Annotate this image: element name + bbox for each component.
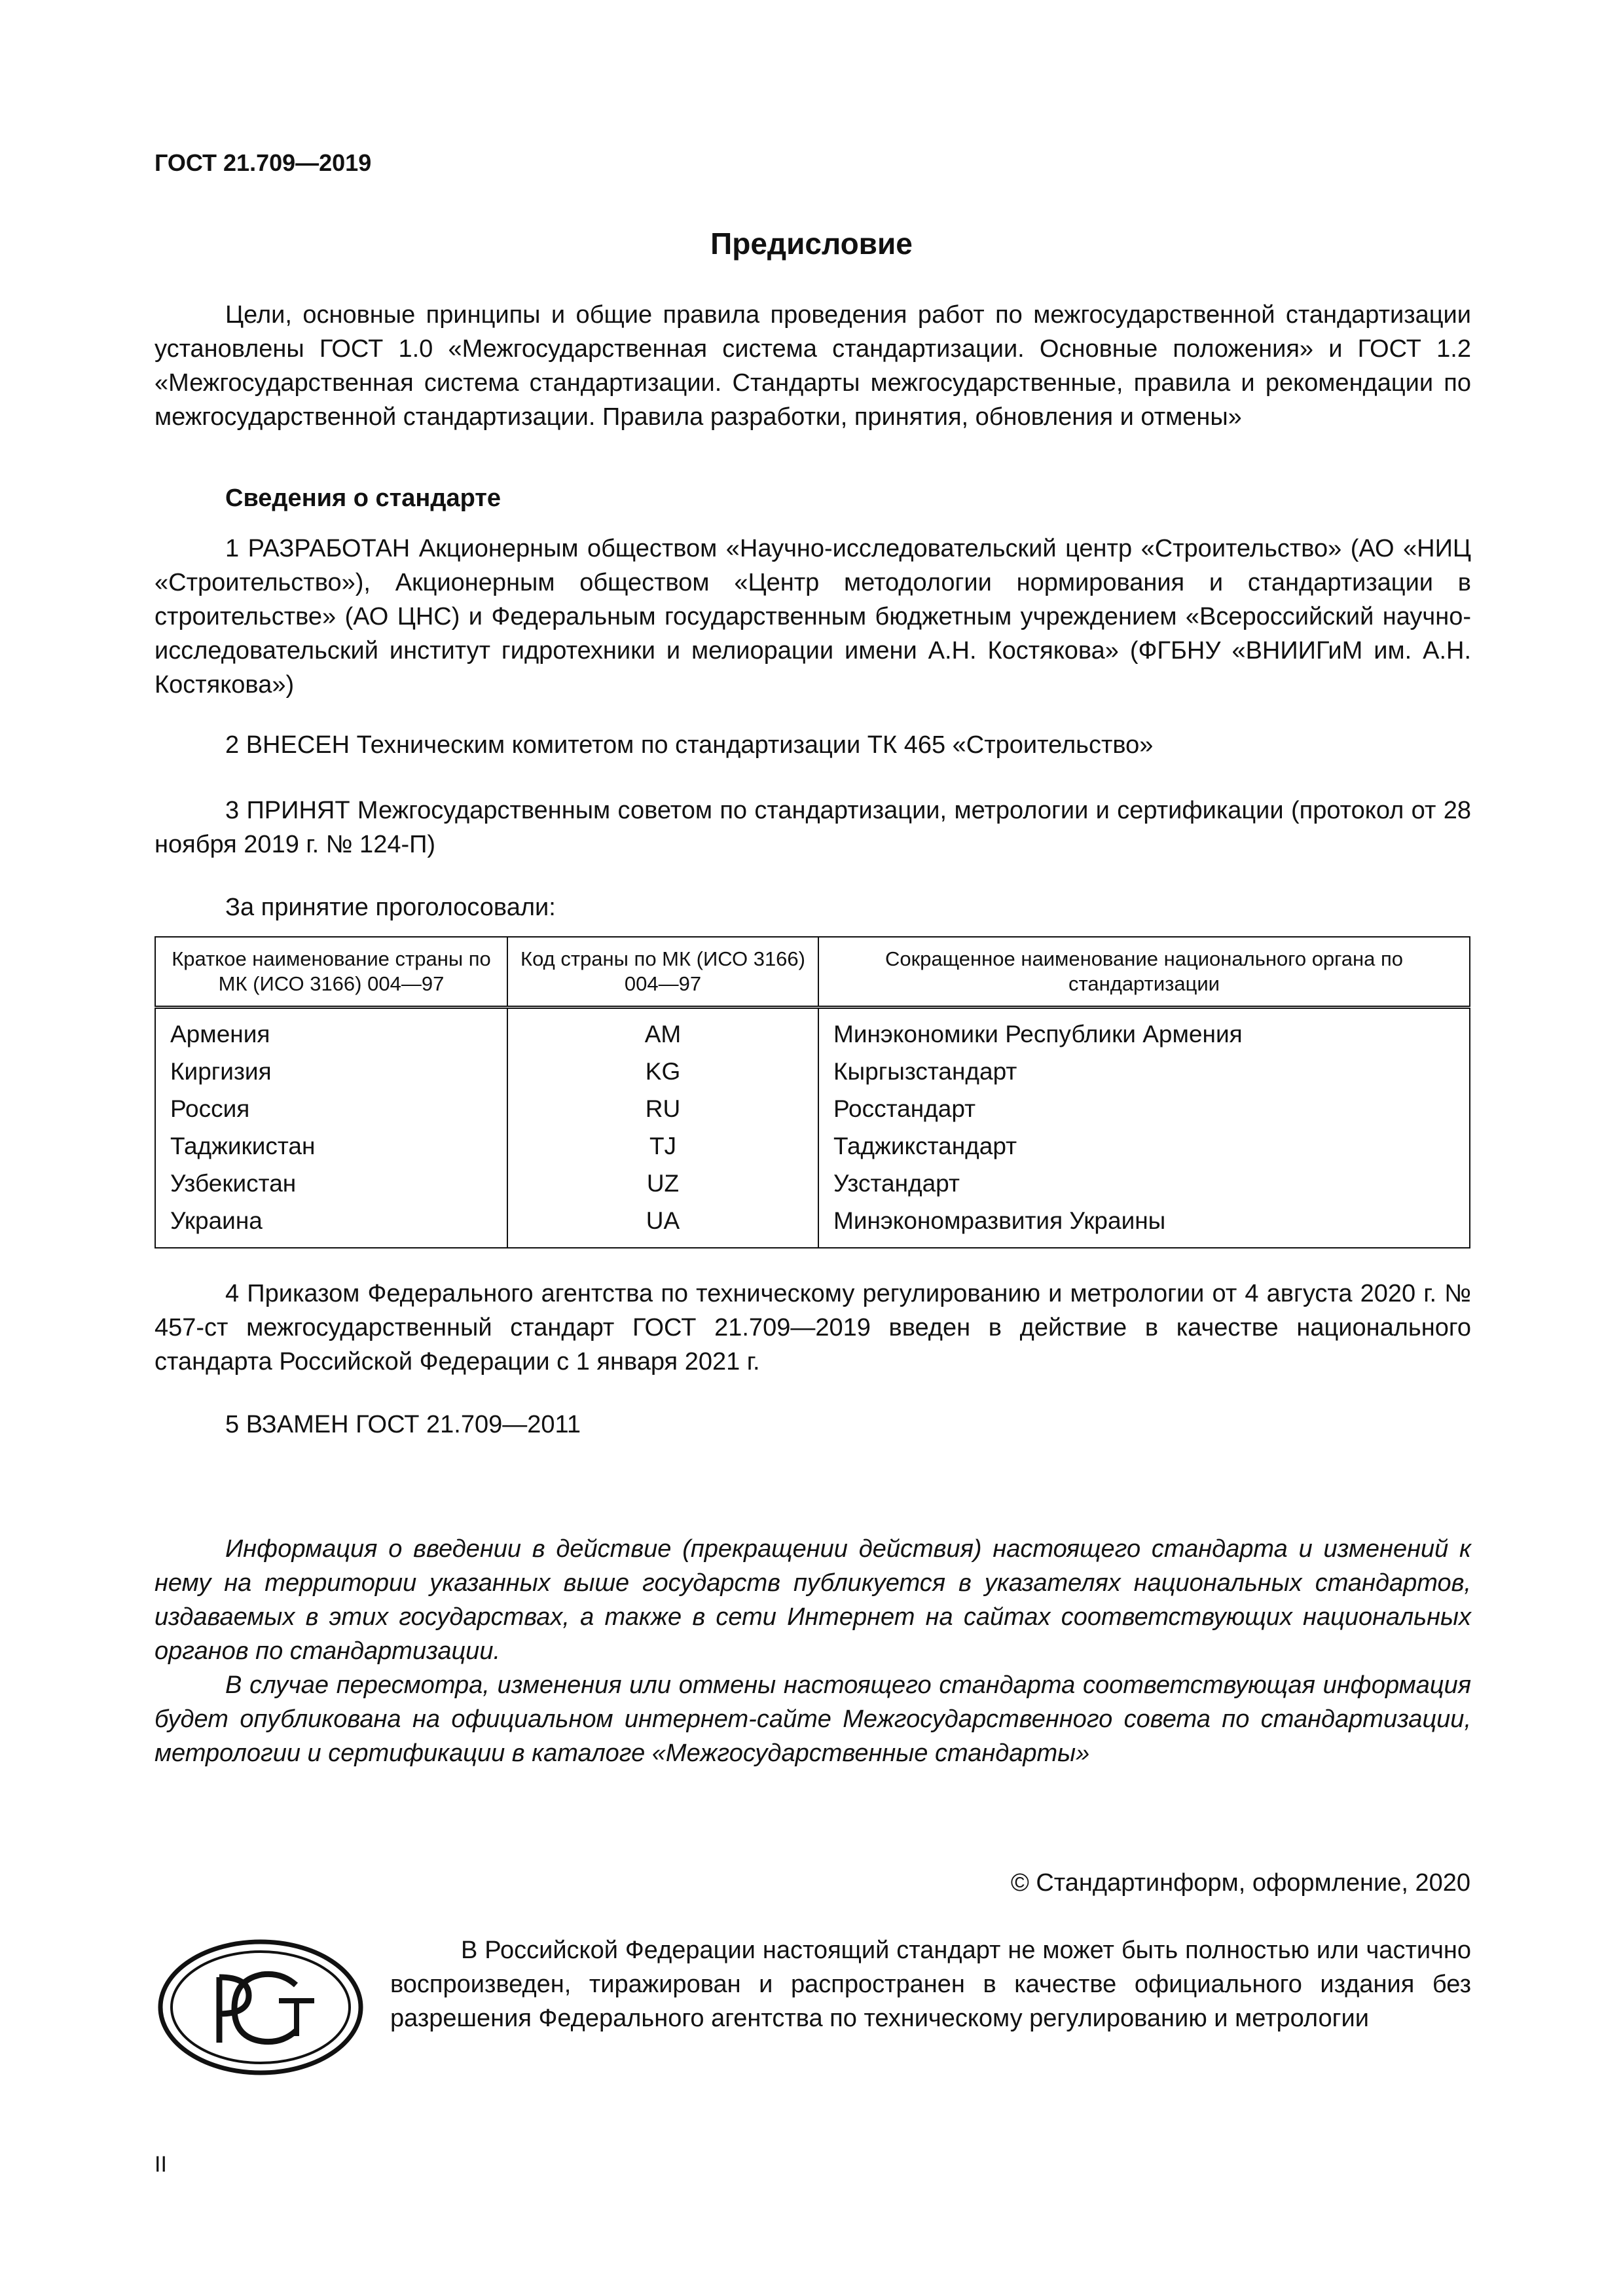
standards-body: Минэкономики Республики Армения — [818, 1008, 1470, 1053]
item-replaces: 5 ВЗАМЕН ГОСТ 21.709—2011 — [225, 1411, 581, 1438]
country-name: Таджикистан — [155, 1127, 507, 1165]
column-header-country: Краткое наименование страны по МК (ИСО 3166) 004—97 — [155, 937, 507, 1008]
copyright-notice: © Стандартинформ, оформление, 2020 — [1010, 1869, 1470, 1897]
country-code: AM — [507, 1008, 818, 1053]
voted-label: За принятие проголосовали: — [225, 894, 556, 921]
page-title: Предисловие — [710, 227, 913, 261]
rst-certification-mark-icon — [157, 1938, 364, 2077]
notice-paragraph-1: Информация о введении в действие (прекращении действия) настоящего стандарта и изменений к нему на территории указанных выше государств публикуется в указателях национальных стандартов, издаваемых в этих государствах, а также в сети Интернет на сайтах соответствующих национальных органов по стандартизации. — [155, 1535, 1471, 1665]
rights-notice: В Российской Федерации настоящий стандарт не может быть полностью или частично воспроизведен, тиражирован и распространен в качестве официального издания без разрешения Федерального агентства по техническому регулированию и метрологии — [390, 1937, 1471, 2032]
country-name: Россия — [155, 1090, 507, 1127]
country-code: RU — [507, 1090, 818, 1127]
item-order: 4 Приказом Федерального агентства по техническому регулированию и метрологии от 4 августа 2020 г. № 457-ст межгосударственный стандарт ГОСТ 21.709—2019 введен в действие в качестве национального стандарта Российской Федерации с 1 января 2021 г. — [155, 1280, 1471, 1376]
country-code: KG — [507, 1053, 818, 1090]
country-name: Киргизия — [155, 1053, 507, 1090]
info-heading: Сведения о стандарте — [225, 484, 501, 512]
table-row — [155, 1127, 1470, 1165]
table-row — [155, 1008, 1470, 1053]
country-name: Узбекистан — [155, 1165, 507, 1202]
country-name: Украина — [155, 1202, 507, 1248]
column-header-body: Сокращенное наименование национального органа по стандартизации — [818, 937, 1470, 1008]
table-header-row — [155, 937, 1470, 1008]
standards-body: Росстандарт — [818, 1090, 1470, 1127]
country-code: TJ — [507, 1127, 818, 1165]
item-adopted: 3 ПРИНЯТ Межгосударственным советом по стандартизации, метрологии и сертификации (протокол от 28 ноября 2019 г. № 124-П) — [155, 797, 1471, 858]
intro-paragraph: Цели, основные принципы и общие правила проведения работ по межгосударственной стандартизации установлены ГОСТ 1.0 «Межгосударственная система стандартизации. Основные положения» и ГОСТ 1.2 «Межгосударственная система стандартизации. Стандарты межгосударственные, правила и рекомендации по межгосударственной стандартизации. Правила разработки, принятия, обновления и отмены» — [155, 301, 1471, 431]
item-developed: 1 РАЗРАБОТАН Акционерным обществом «Научно-исследовательский центр «Строительство» (АО «НИЦ «Строительство»), Акционерным обществом «Центр методологии нормирования и стандартизации в строительстве» (АО ЦНС) и Федеральным государственным бюджетным учреждением «Всероссийский научно-исследовательский институт гидротехники и мелиорации имени А.Н. Костякова» (ФГБНУ «ВНИИГиМ им. А.Н. Костякова») — [155, 535, 1471, 699]
table-row — [155, 1053, 1470, 1090]
table-row — [155, 1202, 1470, 1248]
column-header-code: Код страны по МК (ИСО 3166) 004—97 — [507, 937, 818, 1008]
document-code: ГОСТ 21.709—2019 — [155, 149, 372, 176]
item-submitted: 2 ВНЕСЕН Техническим комитетом по стандартизации ТК 465 «Строительство» — [225, 731, 1154, 759]
country-name: Армения — [155, 1008, 507, 1053]
table-row — [155, 1090, 1470, 1127]
standards-body: Минэкономразвития Украины — [818, 1202, 1470, 1248]
standards-body: Таджикстандарт — [818, 1127, 1470, 1165]
country-code: UA — [507, 1202, 818, 1248]
standards-body: Узстандарт — [818, 1165, 1470, 1202]
country-code: UZ — [507, 1165, 818, 1202]
notice-paragraph-2: В случае пересмотра, изменения или отмены настоящего стандарта соответствующая информация будет опубликована на официальном интернет-сайте Межгосударственного совета по стандартизации, метрологии и сертификации в каталоге «Межгосударственные стандарты» — [155, 1671, 1471, 1767]
standards-body: Кыргызстандарт — [818, 1053, 1470, 1090]
page-number: II — [155, 2152, 167, 2177]
voting-table — [155, 936, 1470, 1248]
table-row — [155, 1165, 1470, 1202]
